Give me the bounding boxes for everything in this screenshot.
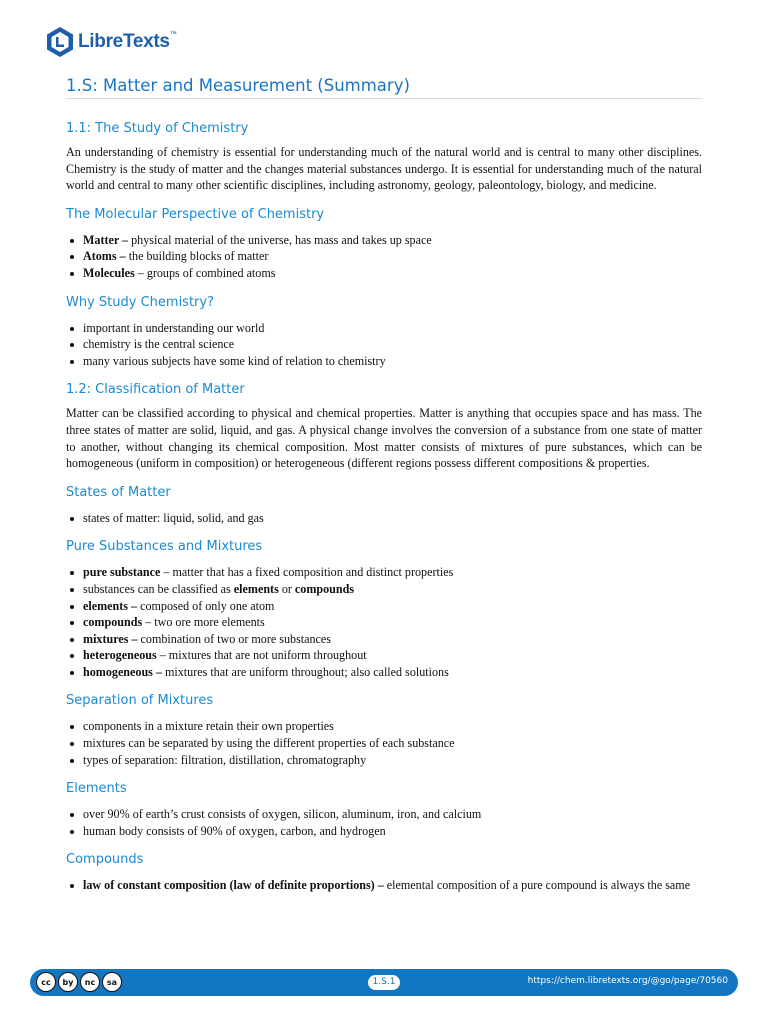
section-heading-molecular: The Molecular Perspective of Chemistry [66,206,325,222]
why-list [66,320,702,370]
elements-list [66,806,702,839]
section-heading-separation: Separation of Mixtures [66,693,214,709]
compounds-list [66,877,702,894]
page-url-link[interactable]: https://chem.libretexts.org/@go/page/70560 [527,976,728,986]
list-item: heterogeneous – mixtures that are not uniform throughout [83,647,702,664]
list-item: states of matter: liquid, solid, and gas [83,510,702,527]
list-item: important in understanding our world [83,320,702,337]
libretexts-logo[interactable] [46,26,176,58]
list-item: over 90% of earth’s crust consists of oxygen, silicon, aluminum, iron, and calcium [83,806,702,823]
by-icon: by [58,972,78,992]
section-heading-study: 1.1: The Study of Chemistry [66,121,249,136]
molecular-list [66,232,702,282]
list-item: Molecules – groups of combined atoms [83,265,702,282]
list-item: homogeneous – mixtures that are uniform throughout; also called solutions [83,664,702,681]
brand-name: LibreTexts™ [78,31,177,52]
list-item: compounds – two ore more elements [83,614,702,631]
separation-list [66,718,702,768]
section-heading-pure: Pure Substances and Mixtures [66,539,263,555]
nc-icon: nc [80,972,100,992]
list-item: many various subjects have some kind of relation to chemistry [83,353,702,370]
list-item: elements – composed of only one atom [83,598,702,615]
states-list [66,510,702,527]
libretexts-logo-icon [46,26,74,58]
page-content [66,76,702,894]
list-item: mixtures – combination of two or more substances [83,631,702,648]
list-item: mixtures can be separated by using the different properties of each substance [83,735,702,752]
section-heading-why: Why Study Chemistry? [66,294,214,310]
list-item: law of constant composition (law of definite proportions) – elemental composition of a pure compound is always the same [83,877,702,894]
section-heading-compounds: Compounds [66,852,144,868]
study-paragraph: An understanding of chemistry is essential for understanding much of the natural world and is central to many other disciplines. Chemistry is the study of matter and the changes material substances undergo. It is essential for understanding much of the natural world and central to many other scientific disciplines, including astronomy, geology, paleontology, biology, and medicine. [66,145,702,193]
list-item: types of separation: filtration, distillation, chromatography [83,752,702,769]
license-badges[interactable] [36,972,124,992]
cc-icon: cc [36,972,56,992]
sa-icon: sa [102,972,122,992]
section-heading-states: States of Matter [66,484,171,500]
list-item: Matter – physical material of the universe, has mass and takes up space [83,232,702,249]
section-heading-elements: Elements [66,781,127,797]
list-item: components in a mixture retain their own properties [83,718,702,735]
page-number: 1.S.1 [368,975,400,990]
pure-list [66,564,702,680]
section-heading-classification: 1.2: Classification of Matter [66,382,245,398]
classification-paragraph: Matter can be classified according to physical and chemical properties. Matter is anything that occupies space and has mass. The three states of matter are solid, liquid, and gas. A physical change involves the conversion of a substance from one state of matter to another, without changing its chemical composition. Most matter consists of mixtures of pure substances, which can be homogeneous (uniform in composition) or heterogeneous (different regions possess different compositions & properties. [66,406,702,471]
list-item: chemistry is the central science [83,336,702,353]
list-item: pure substance – matter that has a fixed composition and distinct properties [83,564,702,581]
list-item: substances can be classified as elements or compounds [83,581,702,598]
page-footer [30,969,738,996]
list-item: human body consists of 90% of oxygen, carbon, and hydrogen [83,823,702,840]
page-title: 1.S: Matter and Measurement (Summary) [66,76,702,99]
list-item: Atoms – the building blocks of matter [83,248,702,265]
